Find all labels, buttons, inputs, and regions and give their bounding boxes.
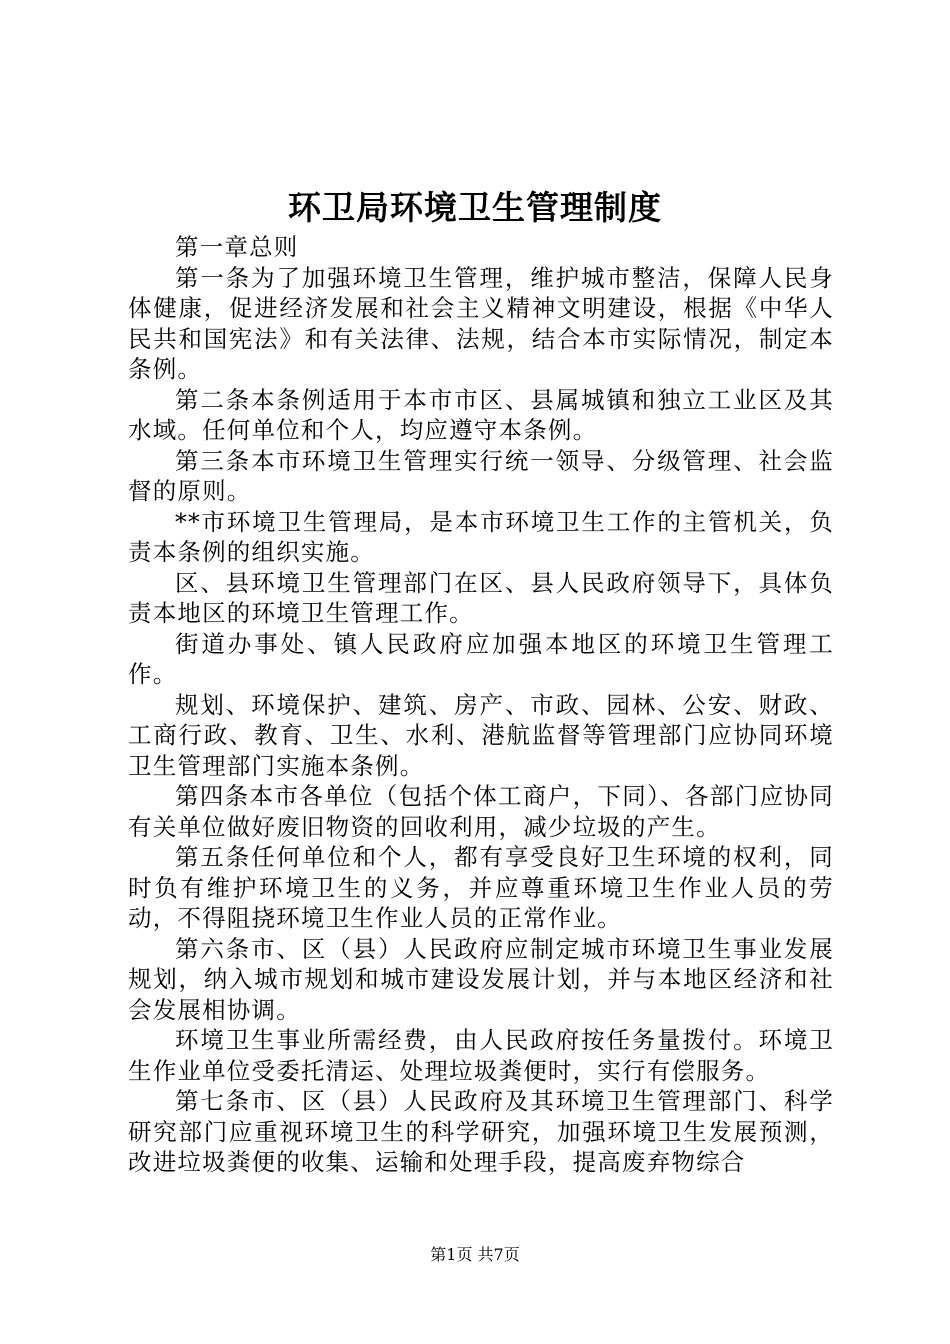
- paragraph-article-1: 第一条为了加强环境卫生管理，维护城市整洁，保障人民身体健康，促进经济发展和社会主义精神文明建设，根据《中华人民共和国宪法》和有关法律、法规，结合本市实际情况，制定本条例。: [128, 263, 834, 383]
- paragraph-article-5: 第五条任何单位和个人，都有享受良好卫生环境的权利，同时负有维护环境卫生的义务，并应尊重环境卫生作业人员的劳动，不得阻挠环境卫生作业人员的正常作业。: [128, 843, 834, 932]
- paragraph-article-4: 第四条本市各单位（包括个体工商户，下同）、各部门应协同有关单位做好废旧物资的回收利用，减少垃圾的产生。: [128, 782, 834, 841]
- paragraph-article-3: 第三条本市环境卫生管理实行统一领导、分级管理、社会监督的原则。: [128, 446, 834, 505]
- document-title: 环卫局环境卫生管理制度: [288, 188, 662, 227]
- paragraph-article-3-sub-3: 街道办事处、镇人民政府应加强本地区的环境卫生管理工作。: [128, 629, 834, 688]
- paragraph-article-3-sub-1: **市环境卫生管理局，是本市环境卫生工作的主管机关，负责本条例的组织实施。: [128, 507, 834, 566]
- paragraph-article-7: 第七条市、区（县）人民政府及其环境卫生管理部门、科学研究部门应重视环境卫生的科学研究，加强环境卫生发展预测，改进垃圾粪便的收集、运输和处理手段，提高废弃物综合: [128, 1087, 834, 1176]
- paragraph-article-3-sub-4: 规划、环境保护、建筑、房产、市政、园林、公安、财政、工商行政、教育、卫生、水利、港航监督等管理部门应协同环境卫生管理部门实施本条例。: [128, 690, 834, 780]
- paragraph-article-6-sub-1: 环境卫生事业所需经费，由人民政府按任务量拨付。环境卫生作业单位受委托清运、处理垃圾粪便时，实行有偿服务。: [128, 1026, 834, 1085]
- document-body: [128, 232, 834, 1178]
- paragraph-article-3-sub-2: 区、县环境卫生管理部门在区、县人民政府领导下，具体负责本地区的环境卫生管理工作。: [128, 568, 834, 627]
- page-footer: 第1页 共7页: [430, 1245, 520, 1264]
- paragraph-article-2: 第二条本条例适用于本市市区、县属城镇和独立工业区及其水域。任何单位和个人，均应遵守本条例。: [128, 385, 834, 444]
- paragraph-article-6: 第六条市、区（县）人民政府应制定城市环境卫生事业发展规划，纳入城市规划和城市建设发展计划，并与本地区经济和社会发展相协调。: [128, 934, 834, 1024]
- chapter-heading: 第一章总则: [175, 233, 299, 261]
